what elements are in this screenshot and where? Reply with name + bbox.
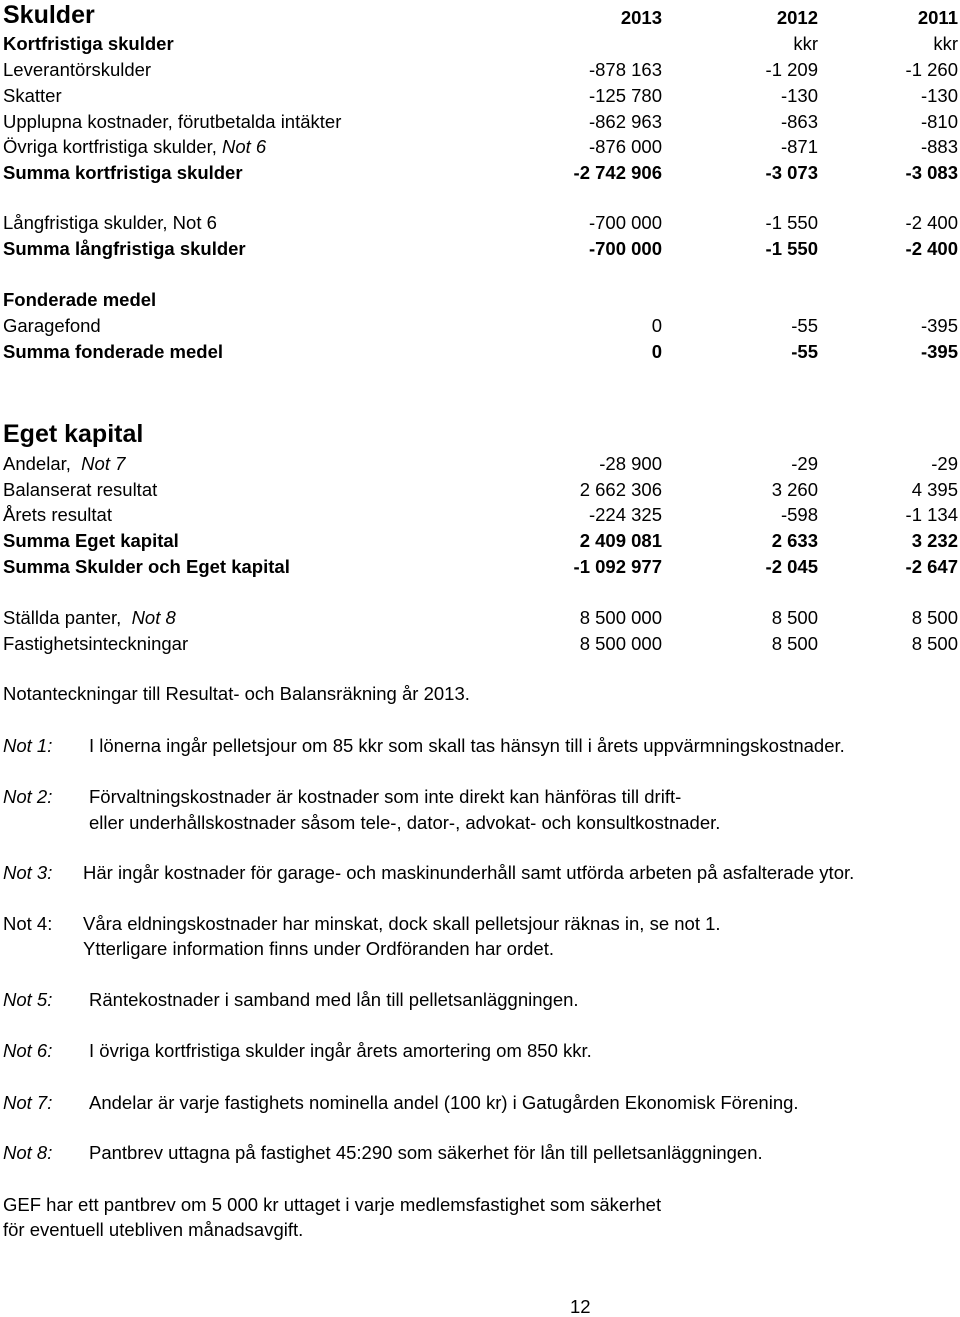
row-label: Årets resultat — [3, 504, 112, 525]
sum-label: Summa kortfristiga skulder — [3, 162, 243, 183]
kortfristiga-heading: Kortfristiga skulder — [3, 33, 174, 54]
sum-value-2011: -3 083 — [905, 162, 958, 183]
row-value-2013: -125 780 — [588, 85, 662, 106]
row-value-2013: 8 500 000 — [579, 607, 662, 628]
sum-value-2012: -1 550 — [765, 238, 818, 259]
sum-value-2011: -395 — [920, 341, 958, 362]
total-value-2013: -1 092 977 — [573, 556, 662, 577]
sum-value-2013: -700 000 — [588, 238, 662, 259]
row-value-2011: -395 — [920, 315, 958, 336]
year-header-2011: 2011 — [917, 7, 958, 28]
row-value-2012: -130 — [780, 85, 818, 106]
note-text: Våra eldningskostnader har minskat, dock skall pelletsjour räknas in, se not 1. — [83, 913, 721, 934]
row-value-2012: -1 550 — [765, 212, 818, 233]
row-value-2013: -700 000 — [588, 212, 662, 233]
row-value-2012: -871 — [780, 136, 818, 157]
row-value-2012: -1 209 — [765, 59, 818, 80]
row-value-2011: 8 500 — [911, 607, 958, 628]
row-label-text: Ställda panter, — [3, 607, 122, 628]
row-label: Fastighetsinteckningar — [3, 633, 189, 654]
unit-2012: kkr — [793, 33, 818, 54]
sum-value-2012: 2 633 — [771, 530, 818, 551]
sum-value-2012: -55 — [791, 341, 818, 362]
sum-label: Summa fonderade medel — [3, 341, 224, 362]
note-text: Räntekostnader i samband med lån till pelletsanläggningen. — [89, 989, 579, 1010]
row-value-2011: -810 — [920, 111, 958, 132]
sum-value-2013: 0 — [651, 341, 662, 362]
section-title-eget-kapital: Eget kapital — [3, 420, 144, 448]
row-label — [3, 609, 176, 628]
row-value-2013: 2 662 306 — [579, 479, 662, 500]
row-label: Leverantörskulder — [3, 59, 152, 80]
row-value-2012: -55 — [791, 315, 818, 336]
row-label: Garagefond — [3, 315, 101, 336]
row-value-2011: -2 400 — [905, 212, 958, 233]
row-value-2011: -130 — [920, 85, 958, 106]
note-label: Not 5: — [3, 989, 53, 1010]
note-text: Andelar är varje fastighets nominella andel (100 kr) i Gatugården Ekonomisk Förening. — [89, 1092, 799, 1113]
total-label: Summa Skulder och Eget kapital — [3, 556, 290, 577]
row-label: Skatter — [3, 85, 62, 106]
total-value-2011: -2 647 — [905, 556, 958, 577]
row-value-2011: 4 395 — [911, 479, 958, 500]
notes-heading: Notanteckningar till Resultat- och Balansräkning år 2013. — [3, 683, 470, 704]
row-label-text: Andelar, — [3, 453, 71, 474]
note-text: Förvaltningskostnader är kostnader som inte direkt kan hänföras till drift- — [89, 786, 682, 807]
row-value-2012: -598 — [780, 504, 818, 525]
row-label: Långfristiga skulder, Not 6 — [3, 212, 217, 233]
row-value-2011: -1 260 — [905, 59, 958, 80]
year-header-2013: 2013 — [620, 7, 662, 28]
total-value-2012: -2 045 — [765, 556, 818, 577]
row-value-2013: -876 000 — [588, 136, 662, 157]
row-value-2012: 3 260 — [771, 479, 818, 500]
row-value-2011: -29 — [931, 453, 958, 474]
row-value-2012: -863 — [780, 111, 818, 132]
sum-value-2013: -2 742 906 — [573, 162, 662, 183]
note-text: Pantbrev uttagna på fastighet 45:290 som säkerhet för lån till pelletsanläggningen. — [89, 1142, 763, 1163]
note-label: Not 8: — [3, 1142, 53, 1163]
note-label: Not 4: — [3, 913, 53, 934]
note-label: Not 7: — [3, 1092, 53, 1113]
row-label: Balanserat resultat — [3, 479, 158, 500]
row-label-text: Övriga kortfristiga skulder, — [3, 136, 217, 157]
row-value-2011: -883 — [920, 136, 958, 157]
note-text: eller underhållskostnader såsom tele-, dator-, advokat- och konsultkostnader. — [89, 812, 721, 833]
row-value-2013: -878 163 — [588, 59, 662, 80]
note-label: Not 2: — [3, 786, 53, 807]
note-text: Här ingår kostnader för garage- och maskinunderhåll samt utförda arbeten på asfalterade ytor. — [83, 862, 855, 883]
section-title-skulder: Skulder — [3, 1, 95, 29]
row-value-2011: 8 500 — [911, 633, 958, 654]
sum-value-2012: -3 073 — [765, 162, 818, 183]
note-ref: Not 7 — [81, 453, 126, 474]
row-value-2012: -29 — [791, 453, 818, 474]
footer-text: GEF har ett pantbrev om 5 000 kr uttaget i varje medlemsfastighet som säkerhet — [3, 1194, 662, 1215]
note-ref: Not 6 — [222, 136, 267, 157]
note-ref: Not 8 — [131, 607, 176, 628]
sum-value-2011: 3 232 — [911, 530, 958, 551]
row-value-2011: -1 134 — [905, 504, 958, 525]
footer-text: för eventuell utebliven månadsavgift. — [3, 1219, 304, 1240]
unit-2011: kkr — [933, 33, 958, 54]
row-value-2012: 8 500 — [771, 607, 818, 628]
sum-label: Summa långfristiga skulder — [3, 238, 246, 259]
row-label — [3, 455, 125, 474]
year-header-2012: 2012 — [776, 7, 818, 28]
row-value-2012: 8 500 — [771, 633, 818, 654]
row-value-2013: -862 963 — [588, 111, 662, 132]
row-value-2013: -28 900 — [599, 453, 662, 474]
fonderade-heading: Fonderade medel — [3, 289, 157, 310]
row-value-2013: 0 — [651, 315, 662, 336]
sum-value-2013: 2 409 081 — [579, 530, 662, 551]
page-number: 12 — [570, 1296, 591, 1317]
note-label: Not 6: — [3, 1040, 53, 1061]
row-label — [3, 138, 266, 157]
sum-label: Summa Eget kapital — [3, 530, 179, 551]
row-label: Upplupna kostnader, förutbetalda intäkter — [3, 111, 342, 132]
note-text: I lönerna ingår pelletsjour om 85 kkr som skall tas hänsyn till i årets uppvärmningskostnader. — [89, 735, 845, 756]
note-label: Not 3: — [3, 862, 53, 883]
row-value-2013: -224 325 — [588, 504, 662, 525]
sum-value-2011: -2 400 — [905, 238, 958, 259]
note-text: Ytterligare information finns under Ordföranden har ordet. — [83, 938, 554, 959]
note-label: Not 1: — [3, 735, 53, 756]
note-text: I övriga kortfristiga skulder ingår årets amortering om 850 kkr. — [89, 1040, 592, 1061]
row-value-2013: 8 500 000 — [579, 633, 662, 654]
